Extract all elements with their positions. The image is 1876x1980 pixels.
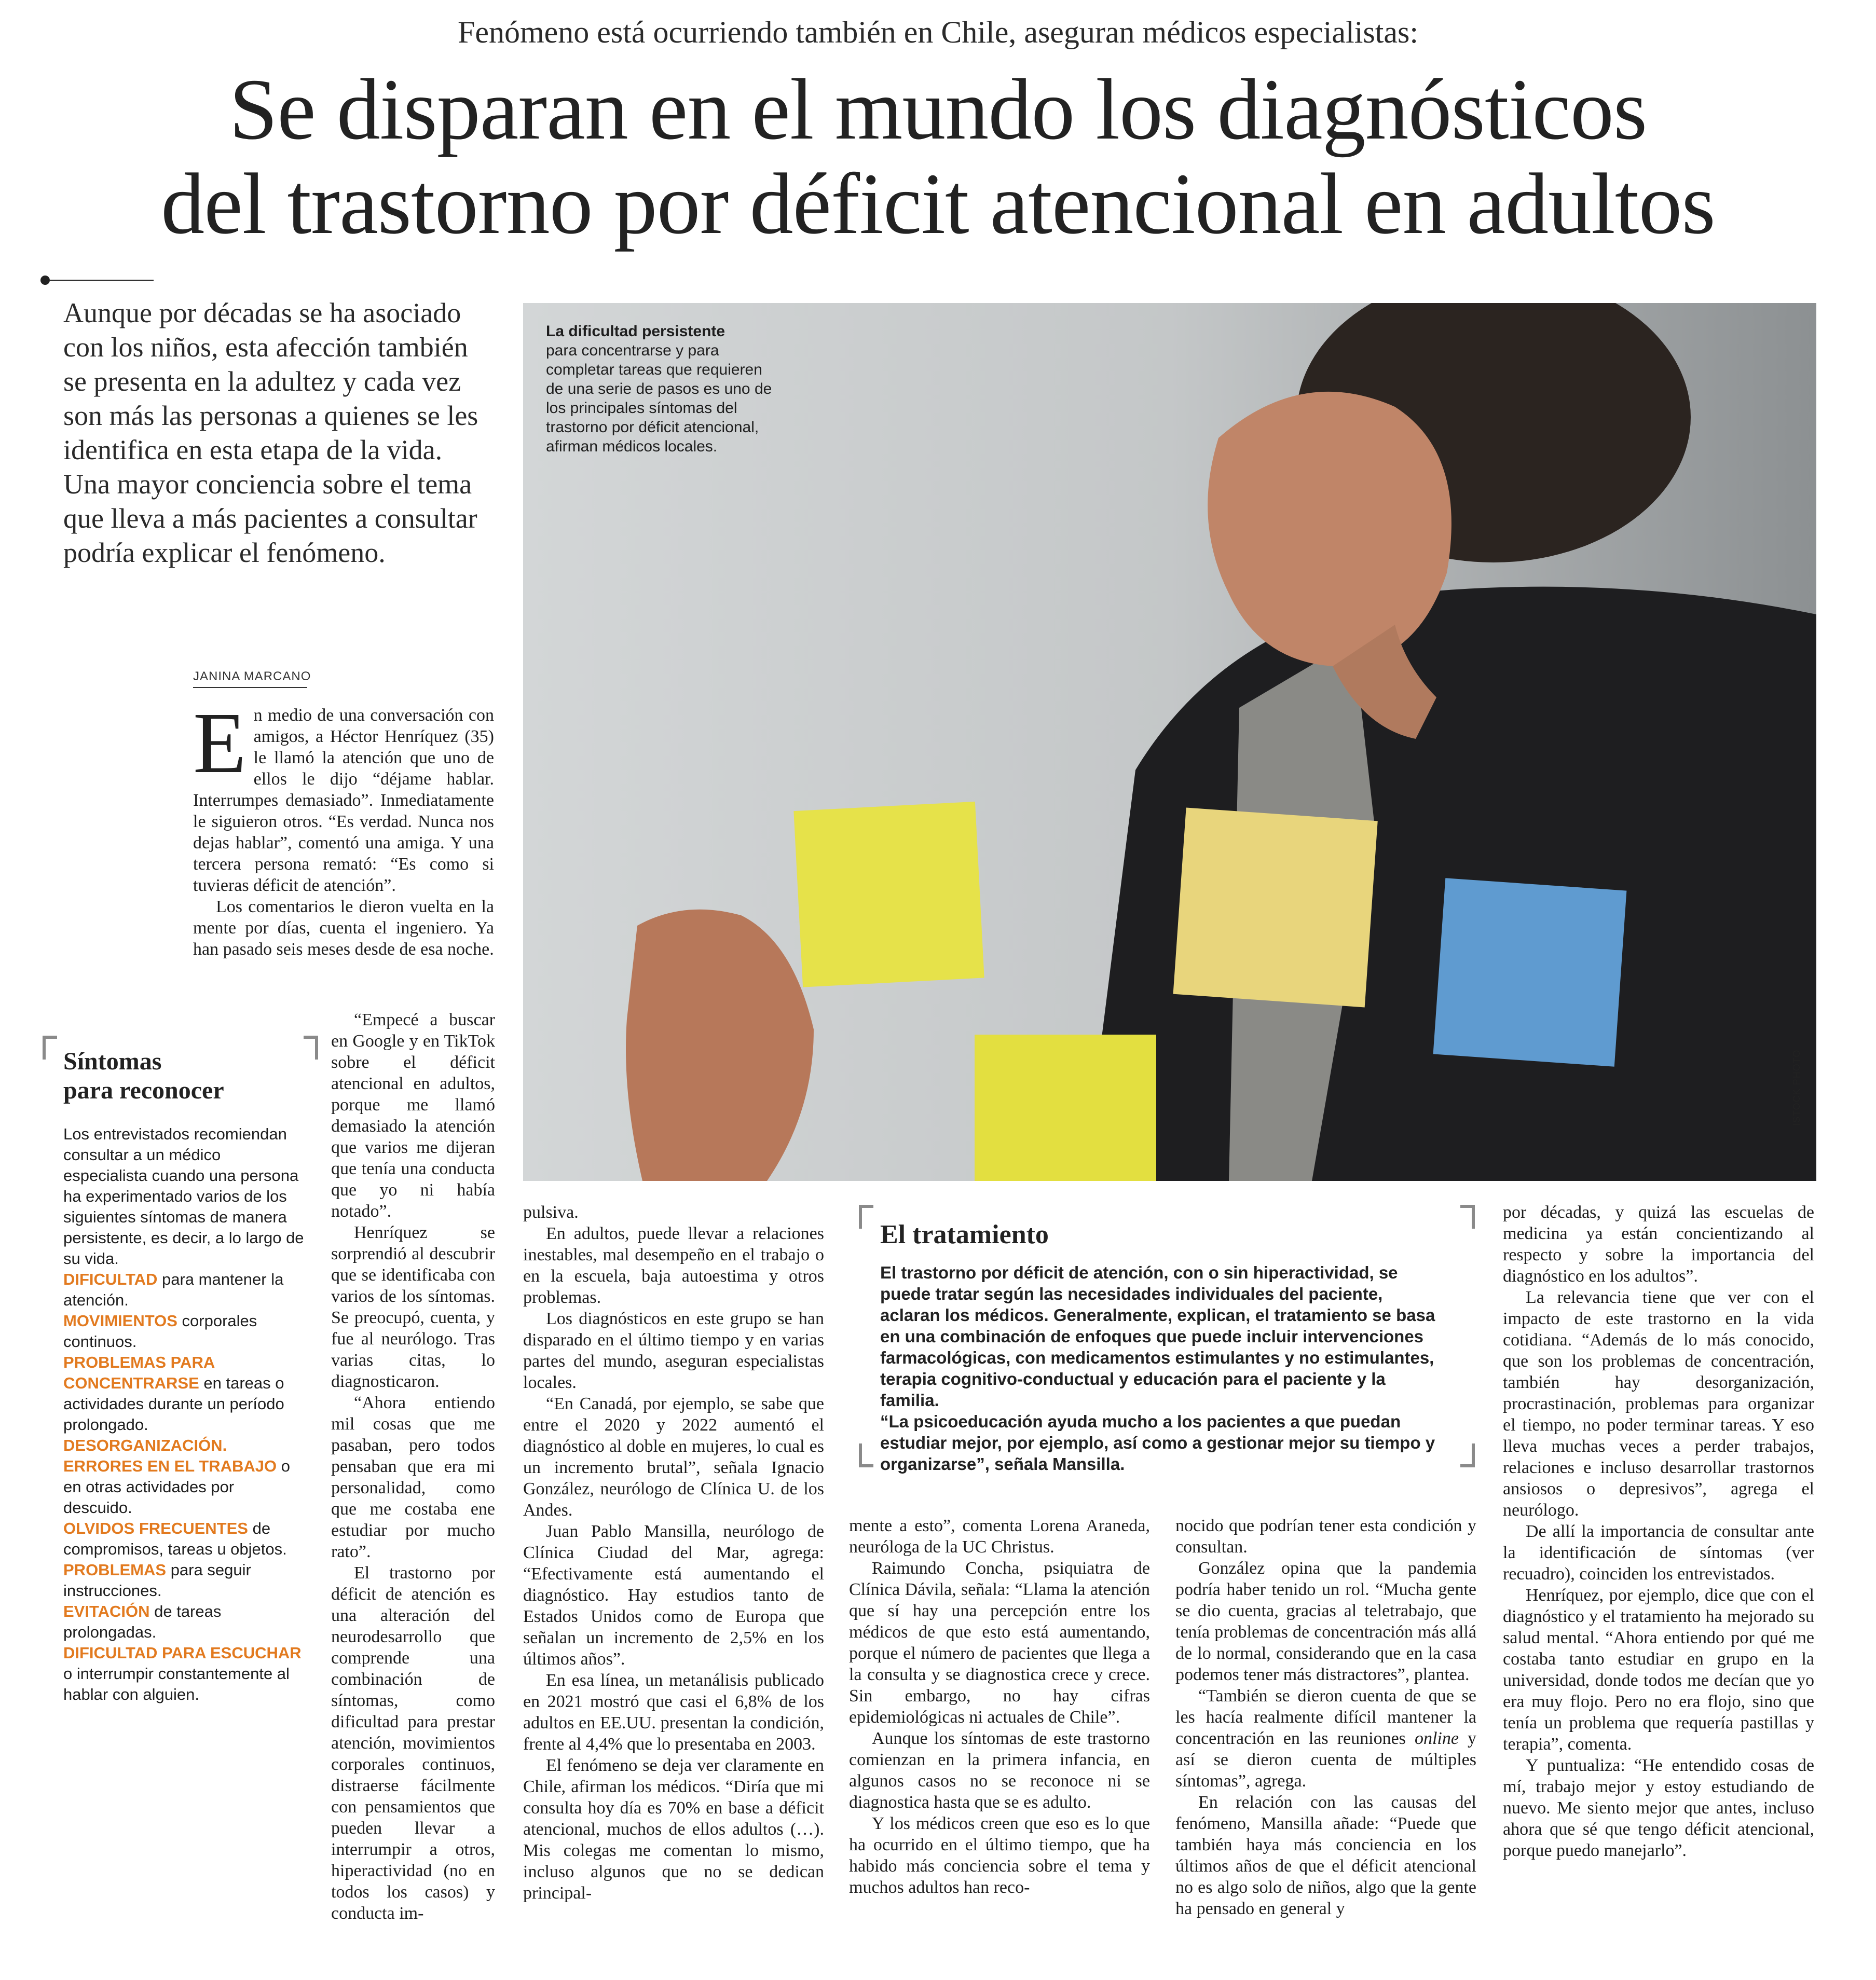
box-bracket-top-left xyxy=(859,1205,873,1229)
paragraph: “En Canadá, por ejemplo, se sabe que entre el 2020 y 2022 aumentó el diagnóstico al doble en mujeres, lo cual es un incremento brutal”, señala Ignacio González, neurólogo de Clínica U. de los Andes. xyxy=(523,1394,824,1520)
paragraph: nocido que podrían tener esta condición y consultan. xyxy=(1175,1516,1476,1557)
headline xyxy=(0,62,1876,251)
paragraph: En relación con las causas del fenómeno, Mansilla añade: “Puede que también haya más conciencia en los últimos años de que el déficit atencional no es algo solo de niños, algo que la gente ha pensado en general y xyxy=(1175,1793,1476,1918)
symptom-item: DIFICULTAD para mantener la atención. xyxy=(63,1270,284,1309)
box-bracket-top-left xyxy=(43,1036,57,1060)
paragraph: “Ahora entiendo mil cosas que me pasaban, pero todos pensaban que era mi personalidad, como que me costaba ene estudiar por mucho rato”. xyxy=(331,1393,495,1561)
paragraph: pulsiva. xyxy=(523,1203,579,1222)
paragraph: El trastorno por déficit de atención es una alteración del neurodesarrollo que comprende una combinación de síntomas, como dificultad para prestar atención, movimientos corporales continuos, distraerse fácilmente con pensamientos que pueden llevar a interrumpir a otros, hiperactividad (no en todos los casos) y conducta im- xyxy=(331,1563,495,1923)
treatment-quote: “La psicoeducación ayuda mucho a los pacientes a que puedan estudiar mejor, por ejemplo, así como a gestionar mejor su tiempo y organizarse”, señala Mansilla. xyxy=(880,1412,1435,1474)
paragraph: Los diagnósticos en este grupo se han disparado en el último tiempo y en varias partes del mundo, aseguran especialistas locales. xyxy=(523,1309,824,1392)
paragraph: Aunque los síntomas de este trastorno comienzan en la primera infancia, en algunos casos no se reconoce ni se diagnostica hasta que se es adulto. xyxy=(849,1729,1150,1812)
opening-paragraph: En medio de una conversación con amigos, a Héctor Henríquez (35) le llamó la atención que uno de ellos le dijo “déjame hablar. Interrumpes demasiado”. Inmediatamente le siguieron otros. “Es verdad. Nunca nos dejas hablar”, comentó una amiga. Y una tercera persona remató: “Es como si tuvieras déficit de atención”. xyxy=(193,695,494,895)
paragraph: Los comentarios le dieron vuelta en la mente por días, cuenta el ingeniero. Ya han pasado seis meses desde de esa noche. xyxy=(193,897,494,959)
lead-paragraph: Aunque por décadas se ha asociado con los niños, esta afección también se presenta en la adultez y cada vez son más las personas a quienes se les identifica en esta etapa de la vida. Una mayor conciencia sobre el tema que lleva a más pacientes a consultar podría explicar el fenómeno. xyxy=(63,297,478,568)
paragraph: mente a esto”, comenta Lorena Araneda, neuróloga de la UC Christus. xyxy=(849,1516,1150,1557)
paragraph: “También se dieron cuenta de que se les hacía realmente difícil mantener la concentración en las reuniones online y así se dieron cuenta de múltiples síntomas”, agrega. xyxy=(1175,1686,1476,1791)
byline: JANINA MARCANO xyxy=(193,669,311,683)
treatment-paragraph: El trastorno por déficit de atención, con o sin hiperactividad, se puede tratar según las necesidades individuales del paciente, aclaran los médicos. Generalmente, explican, el tratamiento se basa en una combinación de enfoques que puede incluir intervenciones farmacológicas, con medicamentos estimulantes y no estimulantes, terapia cognitivo-conductual y educación para el paciente y la familia. xyxy=(880,1263,1435,1410)
paragraph: Henríquez se sorprendió al descubrir que se identificaba con varios de los síntomas. Se preocupó, cuenta, y fue al neurólogo. Tras varias citas, lo diagnosticaron. xyxy=(331,1223,495,1391)
paragraph: En esa línea, un metanálisis publicado en 2021 mostró que casi el 6,8% de los adultos en EE.UU. presentan la condición, frente al 4,4% que lo presentaba en 2003. xyxy=(523,1671,824,1754)
headline-line-2: del trastorno por déficit atencional en adultos xyxy=(161,156,1715,252)
symptom-item: OLVIDOS FRECUENTES de compromisos, tareas u objetos. xyxy=(63,1519,287,1558)
box-bracket-bottom-left xyxy=(859,1443,873,1467)
symptom-item: MOVIMIENTOS corporales continuos. xyxy=(63,1312,257,1351)
paragraph: “Empecé a buscar en Google y en TikTok sobre el déficit atencional en adultos, porque me llamó demasiado la atención que varios me dijeran que tenía una conducta que yo ni había notado”. xyxy=(331,1010,495,1221)
symptoms-intro: Los entrevistados recomiendan consultar a un médico especialista cuando una persona ha experimentado varios de los siguientes síntomas de manera persistente, es decir, a lo largo de su vida. xyxy=(63,1125,304,1268)
drop-cap: E xyxy=(193,695,247,791)
body-column-4 xyxy=(849,1515,1150,1898)
symptom-item: ERRORES EN EL TRABAJO o en otras actividades por descuido. xyxy=(63,1457,290,1517)
paragraph: Y los médicos creen que eso es lo que ha ocurrido en el último tiempo, que ha habido más conciencia sobre el tema y muchos adultos han reco- xyxy=(849,1814,1150,1897)
body-column-2 xyxy=(331,1009,495,1924)
body-column-6 xyxy=(1503,1202,1814,1861)
paragraph: Henríquez, por ejemplo, dice que con el diagnóstico y el tratamiento ha mejorado su salud mental. “Ahora entiendo por qué me costaba tanto estudiar en grupo en la universidad, donde todos me decían que yo era muy flojo. Pero no era flojo, sino que tenía un problema que requería pastillas y terapia”, comenta. xyxy=(1503,1586,1814,1754)
paragraph: El fenómeno se deja ver claramente en Chile, afirman los médicos. “Diría que mi consulta hoy día es 70% en base a déficit atencional, muchos de ellos adultos (…). Mis colegas me comentan lo mismo, incluso algunos que no se dedican principal- xyxy=(523,1756,824,1903)
byline-rule xyxy=(193,687,307,688)
box-bracket-bottom-right xyxy=(1460,1443,1475,1467)
paragraph: En adultos, puede llevar a relaciones inestables, mal desempeño en el trabajo o en la escuela, baja autoestima y otros problemas. xyxy=(523,1224,824,1307)
treatment-box-body xyxy=(880,1262,1446,1475)
symptoms-box-title: Síntomas para reconocer xyxy=(63,1048,224,1104)
section-ornament xyxy=(40,279,155,282)
treatment-box-title: El tratamiento xyxy=(880,1220,1049,1249)
photo-caption: La dificultad persistente para concentrarse y para completar tareas que requieren de una serie de pasos es uno de los principales síntomas del trastorno por déficit atencional, afirman médicos locales. xyxy=(546,323,772,455)
paragraph: De allí la importancia de consultar ante la identificación de síntomas (ver recuadro), coinciden los entrevistados. xyxy=(1503,1522,1814,1584)
paragraph: Raimundo Concha, psiquiatra de Clínica Dávila, señala: “Llama la atención que sí hay una percepción entre los médicos de que esto está aumentando, porque el número de pacientes que llega a la consulta y se diagnostica crece y crece. Sin embargo, no hay cifras epidemiológicas ni actuales de Chile”. xyxy=(849,1559,1150,1727)
paragraph: Y puntualiza: “He entendido cosas de mí, trabajo mejor y estoy estudiando de nuevo. Me siento mejor que antes, incluso ahora que sé que tengo déficit atencional, porque puedo manejarlo”. xyxy=(1503,1756,1814,1860)
symptom-item: PROBLEMAS para seguir instrucciones. xyxy=(63,1561,251,1600)
symptom-item: DIFICULTAD PARA ESCUCHAR o interrumpir constantemente al hablar con alguien. xyxy=(63,1644,302,1703)
symptoms-box-body xyxy=(63,1124,307,1705)
paragraph: por décadas, y quizá las escuelas de medicina ya están concientizando al respecto y sobre la importancia del diagnóstico en los adultos”. xyxy=(1503,1203,1814,1286)
paragraph: González opina que la pandemia podría haber tenido un rol. “Mucha gente se dio cuenta, gracias al teletrabajo, que tenía problemas de concentración más allá de lo normal, considerando que en la casa podemos tener más distractores”, plantea. xyxy=(1175,1559,1476,1684)
headline-line-1: Se disparan en el mundo los diagnósticos xyxy=(229,61,1647,158)
body-column-5 xyxy=(1175,1515,1476,1919)
box-bracket-top-right xyxy=(1460,1205,1475,1229)
kicker: Fenómeno está ocurriendo también en Chile, aseguran médicos especialistas: xyxy=(457,15,1419,49)
photo-credit: ISTOCK PHOTO xyxy=(1791,1049,1802,1126)
paragraph: La relevancia tiene que ver con el impacto de este trastorno en la vida cotidiana. “Además de lo más conocido, que son los problemas de concentración, también hay desorganización, procrastinación, problemas para organizar el tiempo, no poder terminar tareas. Y eso lleva muchas veces a perder trabajos, relaciones e incluso desarrollar trastornos ansiosos o depresivos”, agrega el neurólogo. xyxy=(1503,1288,1814,1520)
body-column-1 xyxy=(193,695,494,960)
symptom-item: DESORGANIZACIÓN. xyxy=(63,1436,227,1454)
symptom-item: PROBLEMAS PARA CONCENTRARSE en tareas o actividades durante un período prolongado. xyxy=(63,1353,284,1434)
paragraph: Juan Pablo Mansilla, neurólogo de Clínica Ciudad del Mar, agrega: “Efectivamente está aumentando el diagnóstico. Hay estudios tanto de Estados Unidos como de Europa que señalan un incremento de 2,5% en los últimos años”. xyxy=(523,1522,824,1669)
symptom-item: EVITACIÓN de tareas prolongadas. xyxy=(63,1602,222,1641)
body-column-3 xyxy=(523,1202,824,1904)
